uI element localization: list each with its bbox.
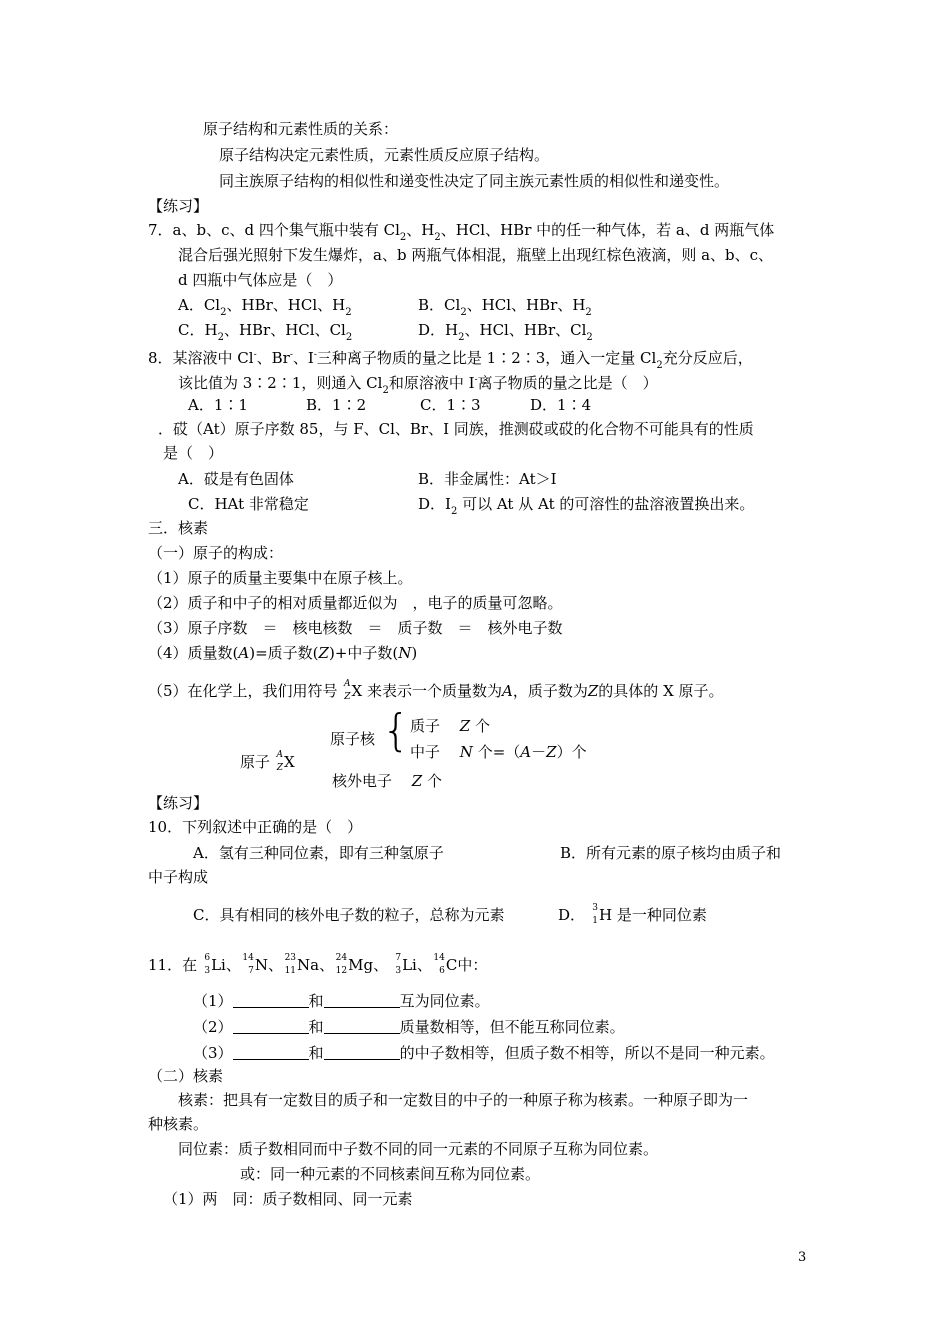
part1-point1: （1）原子的质量主要集中在原子核上。: [148, 569, 413, 587]
q11-sub2: （2） 和 质量数相等，但不能互称同位素。: [193, 1018, 625, 1036]
nucleus-label: 原子核: [330, 730, 376, 748]
q9-line1: ．砹（At）原子序数 85，与 F、Cl、Br、I 同族，推测砹或砹的化合物不可能具有的性质: [158, 420, 754, 438]
nuclide-def-line2: 种核素。: [148, 1115, 209, 1133]
q9-option-d: D．$I_2$ 可以 At 从 At 的可溶性的盐溶液置换出来。: [418, 495, 755, 517]
answer-blank[interactable]: [233, 1019, 309, 1034]
q7-option-a: A．$Cl_2$、HBr、HCl、$H_2$: [178, 296, 352, 318]
practice-label-2: 【练习】: [148, 794, 209, 812]
two-same-note: （1）两 同：质子数相同、同一元素: [163, 1190, 413, 1208]
q7-line1: 7．a、b、c、d 四个集气瓶中装有 $Cl_2$、$H_2$、HCl、HBr 中的任一种气体，若 a、d 两瓶气体: [148, 221, 775, 243]
q11-sub3: （3） 和 的中子数相等，但质子数不相等，所以不是同一种元素。: [193, 1044, 775, 1062]
q10-option-c: C．具有相同的核外电子数的粒子，总称为元素: [193, 906, 505, 924]
q10-option-b-cont: 中子构成: [148, 868, 209, 886]
part1-point5: （5）在化学上，我们用符号 A Z X 来表示一个质量数为A，质子数为Z的具体的 X 原子。: [148, 679, 724, 702]
q8-option-a: A．1∶1: [188, 396, 248, 414]
q8-option-c: C．1∶3: [420, 396, 481, 414]
neutron-row: 中子 N 个=（A－Z）个: [410, 743, 587, 761]
answer-blank[interactable]: [233, 993, 309, 1008]
intro-title: 原子结构和元素性质的关系：: [203, 120, 399, 138]
q8-line2: 该比值为 3∶2∶1，则通入 $Cl_2$和原溶液中 I-离子物质的量之比是（ ）: [178, 374, 658, 396]
part1-point2: （2）质子和中子的相对质量都近似为 ，电子的质量可忽略。: [148, 594, 563, 612]
part1-point4: （4）质量数(A)=质子数(Z)+中子数(N): [148, 644, 418, 662]
answer-blank[interactable]: [324, 1045, 400, 1060]
q11-stem: 11．在 6 3 Li、 14 7 N、 23 11 Na、 24 12 Mg、 7 3 Li、 14 6 C中：: [148, 953, 488, 976]
answer-blank[interactable]: [233, 1045, 309, 1060]
q7-line2: 混合后强光照射下发生爆炸，a、b 两瓶气体相混，瓶壁上出现红棕色液滴，则 a、b、c、: [178, 246, 774, 264]
q9-line2: 是（ ）: [163, 444, 224, 462]
practice-label: 【练习】: [148, 197, 209, 215]
section-heading: 三．核素: [148, 519, 209, 537]
brace-icon: {: [382, 705, 410, 756]
q7-option-c: C．$H_2$、HBr、HCl、$Cl_2$: [178, 321, 353, 343]
q8-line1: 8．某溶液中 Cl-、Br-、I-三种离子物质的量之比是 1∶2∶3，通入一定量 $Cl_2$充分反应后，: [148, 349, 753, 371]
q9-option-b: B．非金属性：At＞I: [418, 470, 557, 488]
part2-title: （二）核素: [148, 1067, 224, 1085]
intro-line2: 同主族原子结构的相似性和递变性决定了同主族元素性质的相似性和递变性。: [219, 172, 730, 190]
intro-line1: 原子结构决定元素性质，元素性质反应原子结构。: [219, 146, 550, 164]
answer-blank[interactable]: [324, 993, 400, 1008]
page-number: 3: [798, 1250, 807, 1265]
q7-option-b: B．$Cl_2$、HCl、HBr、$H_2$: [418, 296, 592, 318]
part1-title: （一）原子的构成：: [148, 544, 284, 562]
isotope-alt-def: 或：同一种元素的不同核素间互称为同位素。: [240, 1165, 541, 1183]
q7-line3: d 四瓶中气体应是（ ）: [178, 271, 343, 289]
proton-row: 质子 Z 个: [410, 717, 491, 735]
nuclide-def-line1: 核素：把具有一定数目的质子和一定数目的中子的一种原子称为核素。一种原子即为一: [178, 1091, 749, 1109]
q8-option-b: B．1∶2: [306, 396, 367, 414]
electron-row: 核外电子 Z 个: [332, 772, 443, 790]
q9-option-a: A．砹是有色固体: [178, 470, 294, 488]
answer-blank[interactable]: [324, 1019, 400, 1034]
q10-option-a: A．氢有三种同位素，即有三种氢原子: [193, 844, 444, 862]
q7-option-d: D．$H_2$、HCl、HBr、$Cl_2$: [418, 321, 593, 343]
atom-label: 原子 A Z X: [240, 750, 295, 773]
part1-point3: （3）原子序数 ＝ 核电核数 ＝ 质子数 ＝ 核外电子数: [148, 619, 563, 637]
q11-sub1: （1） 和 互为同位素。: [193, 992, 490, 1010]
isotope-def: 同位素：质子数相同而中子数不同的同一元素的不同原子互称为同位素。: [178, 1140, 659, 1158]
q10-option-d: D． 3 1 H 是一种同位素: [558, 903, 707, 926]
q8-option-d: D．1∶4: [530, 396, 592, 414]
q9-option-c: C．HAt 非常稳定: [188, 495, 309, 513]
q10-stem: 10．下列叙述中正确的是（ ）: [148, 818, 363, 836]
q10-option-b: B．所有元素的原子核均由质子和: [560, 844, 782, 862]
